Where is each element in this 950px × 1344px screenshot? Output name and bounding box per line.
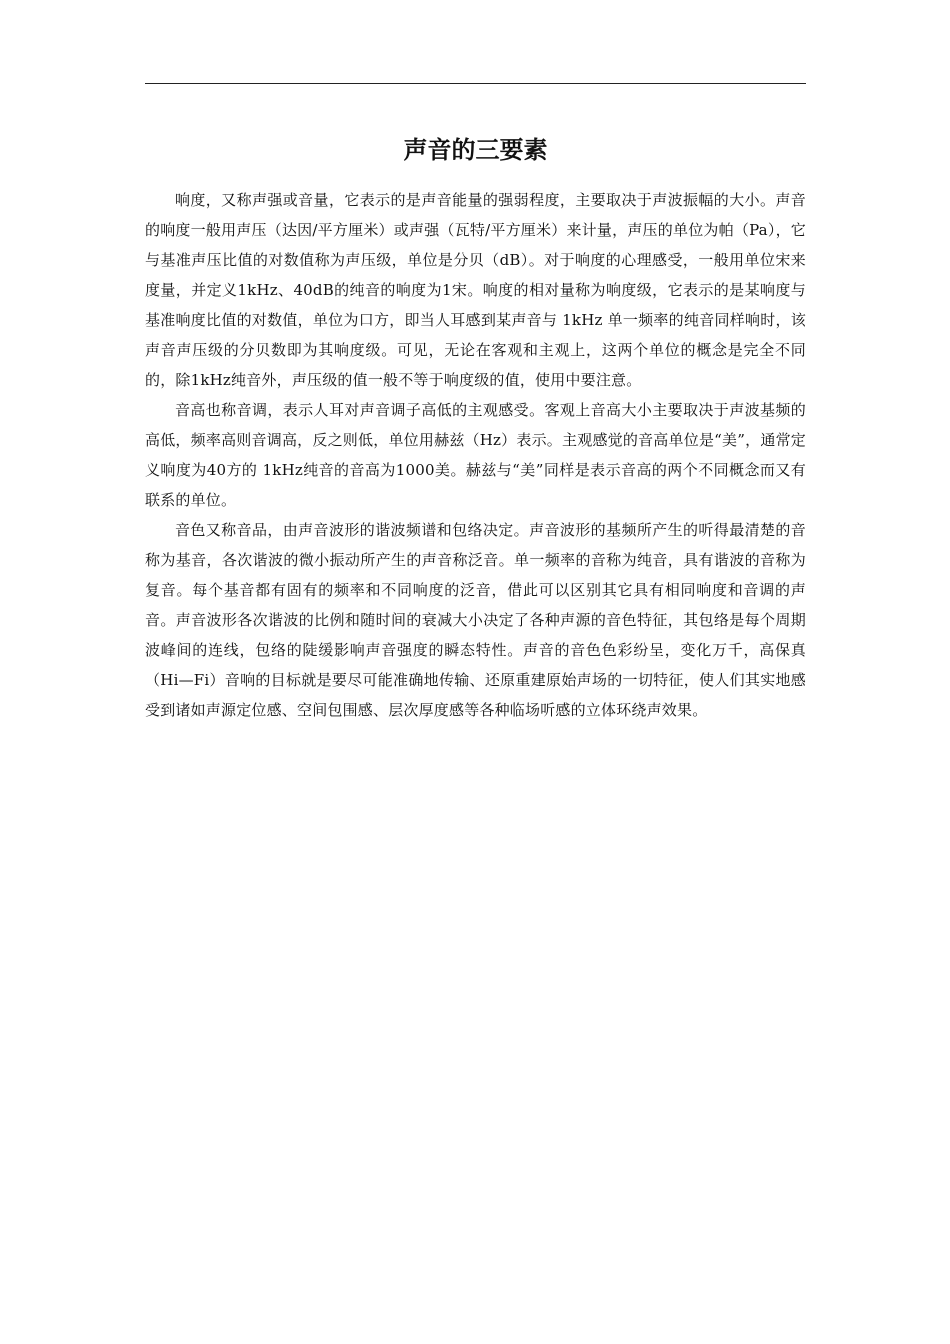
header-rule [145, 83, 806, 84]
paragraph-timbre: 音色又称音品，由声音波形的谐波频谱和包络决定。声音波形的基频所产生的听得最清楚的音称为基音，各次谐波的微小振动所产生的声音称泛音。单一频率的音称为纯音，具有谐波的音称为复音。每个基音都有固有的频率和不同响度的泛音，借此可以区别其它具有相同响度和音调的声音。声音波形各次谐波的比例和随时间的衰减大小决定了各种声源的音色特征，其包络是每个周期波峰间的连线，包络的陡缓影响声音强度的瞬态特性。声音的音色色彩纷呈，变化万千，高保真（Hi—Fi）音响的目标就是要尽可能准确地传输、还原重建原始声场的一切特征，使人们其实地感受到诸如声源定位感、空间包围感、层次厚度感等各种临场听感的立体环绕声效果。 [145, 521, 806, 719]
paragraph-loudness: 响度，又称声强或音量，它表示的是声音能量的强弱程度，主要取决于声波振幅的大小。声音的响度一般用声压（达因/平方厘米）或声强（瓦特/平方厘米）来计量，声压的单位为帕（Pa），它与基准声压比值的对数值称为声压级，单位是分贝（dB）。对于响度的心理感受，一般用单位宋来度量，并定义1kHz、40dB的纯音的响度为1宋。响度的相对量称为响度级，它表示的是某响度与基准响度比值的对数值，单位为口方，即当人耳感到某声音与 1kHz 单一频率的纯音同样响时，该声音声压级的分贝数即为其响度级。可见，无论在客观和主观上，这两个单位的概念是完全不同的，除1kHz纯音外，声压级的值一般不等于响度级的值，使用中要注意。 [145, 191, 806, 389]
document-body [145, 185, 806, 725]
paragraph-pitch: 音高也称音调，表示人耳对声音调子高低的主观感受。客观上音高大小主要取决于声波基频的高低，频率高则音调高，反之则低，单位用赫兹（Hz）表示。主观感觉的音高单位是“美”，通常定义响度为40方的 1kHz纯音的音高为1000美。赫兹与“美”同样是表示音高的两个不同概念而又有联系的单位。 [145, 401, 806, 509]
document-title: 声音的三要素 [403, 136, 548, 164]
